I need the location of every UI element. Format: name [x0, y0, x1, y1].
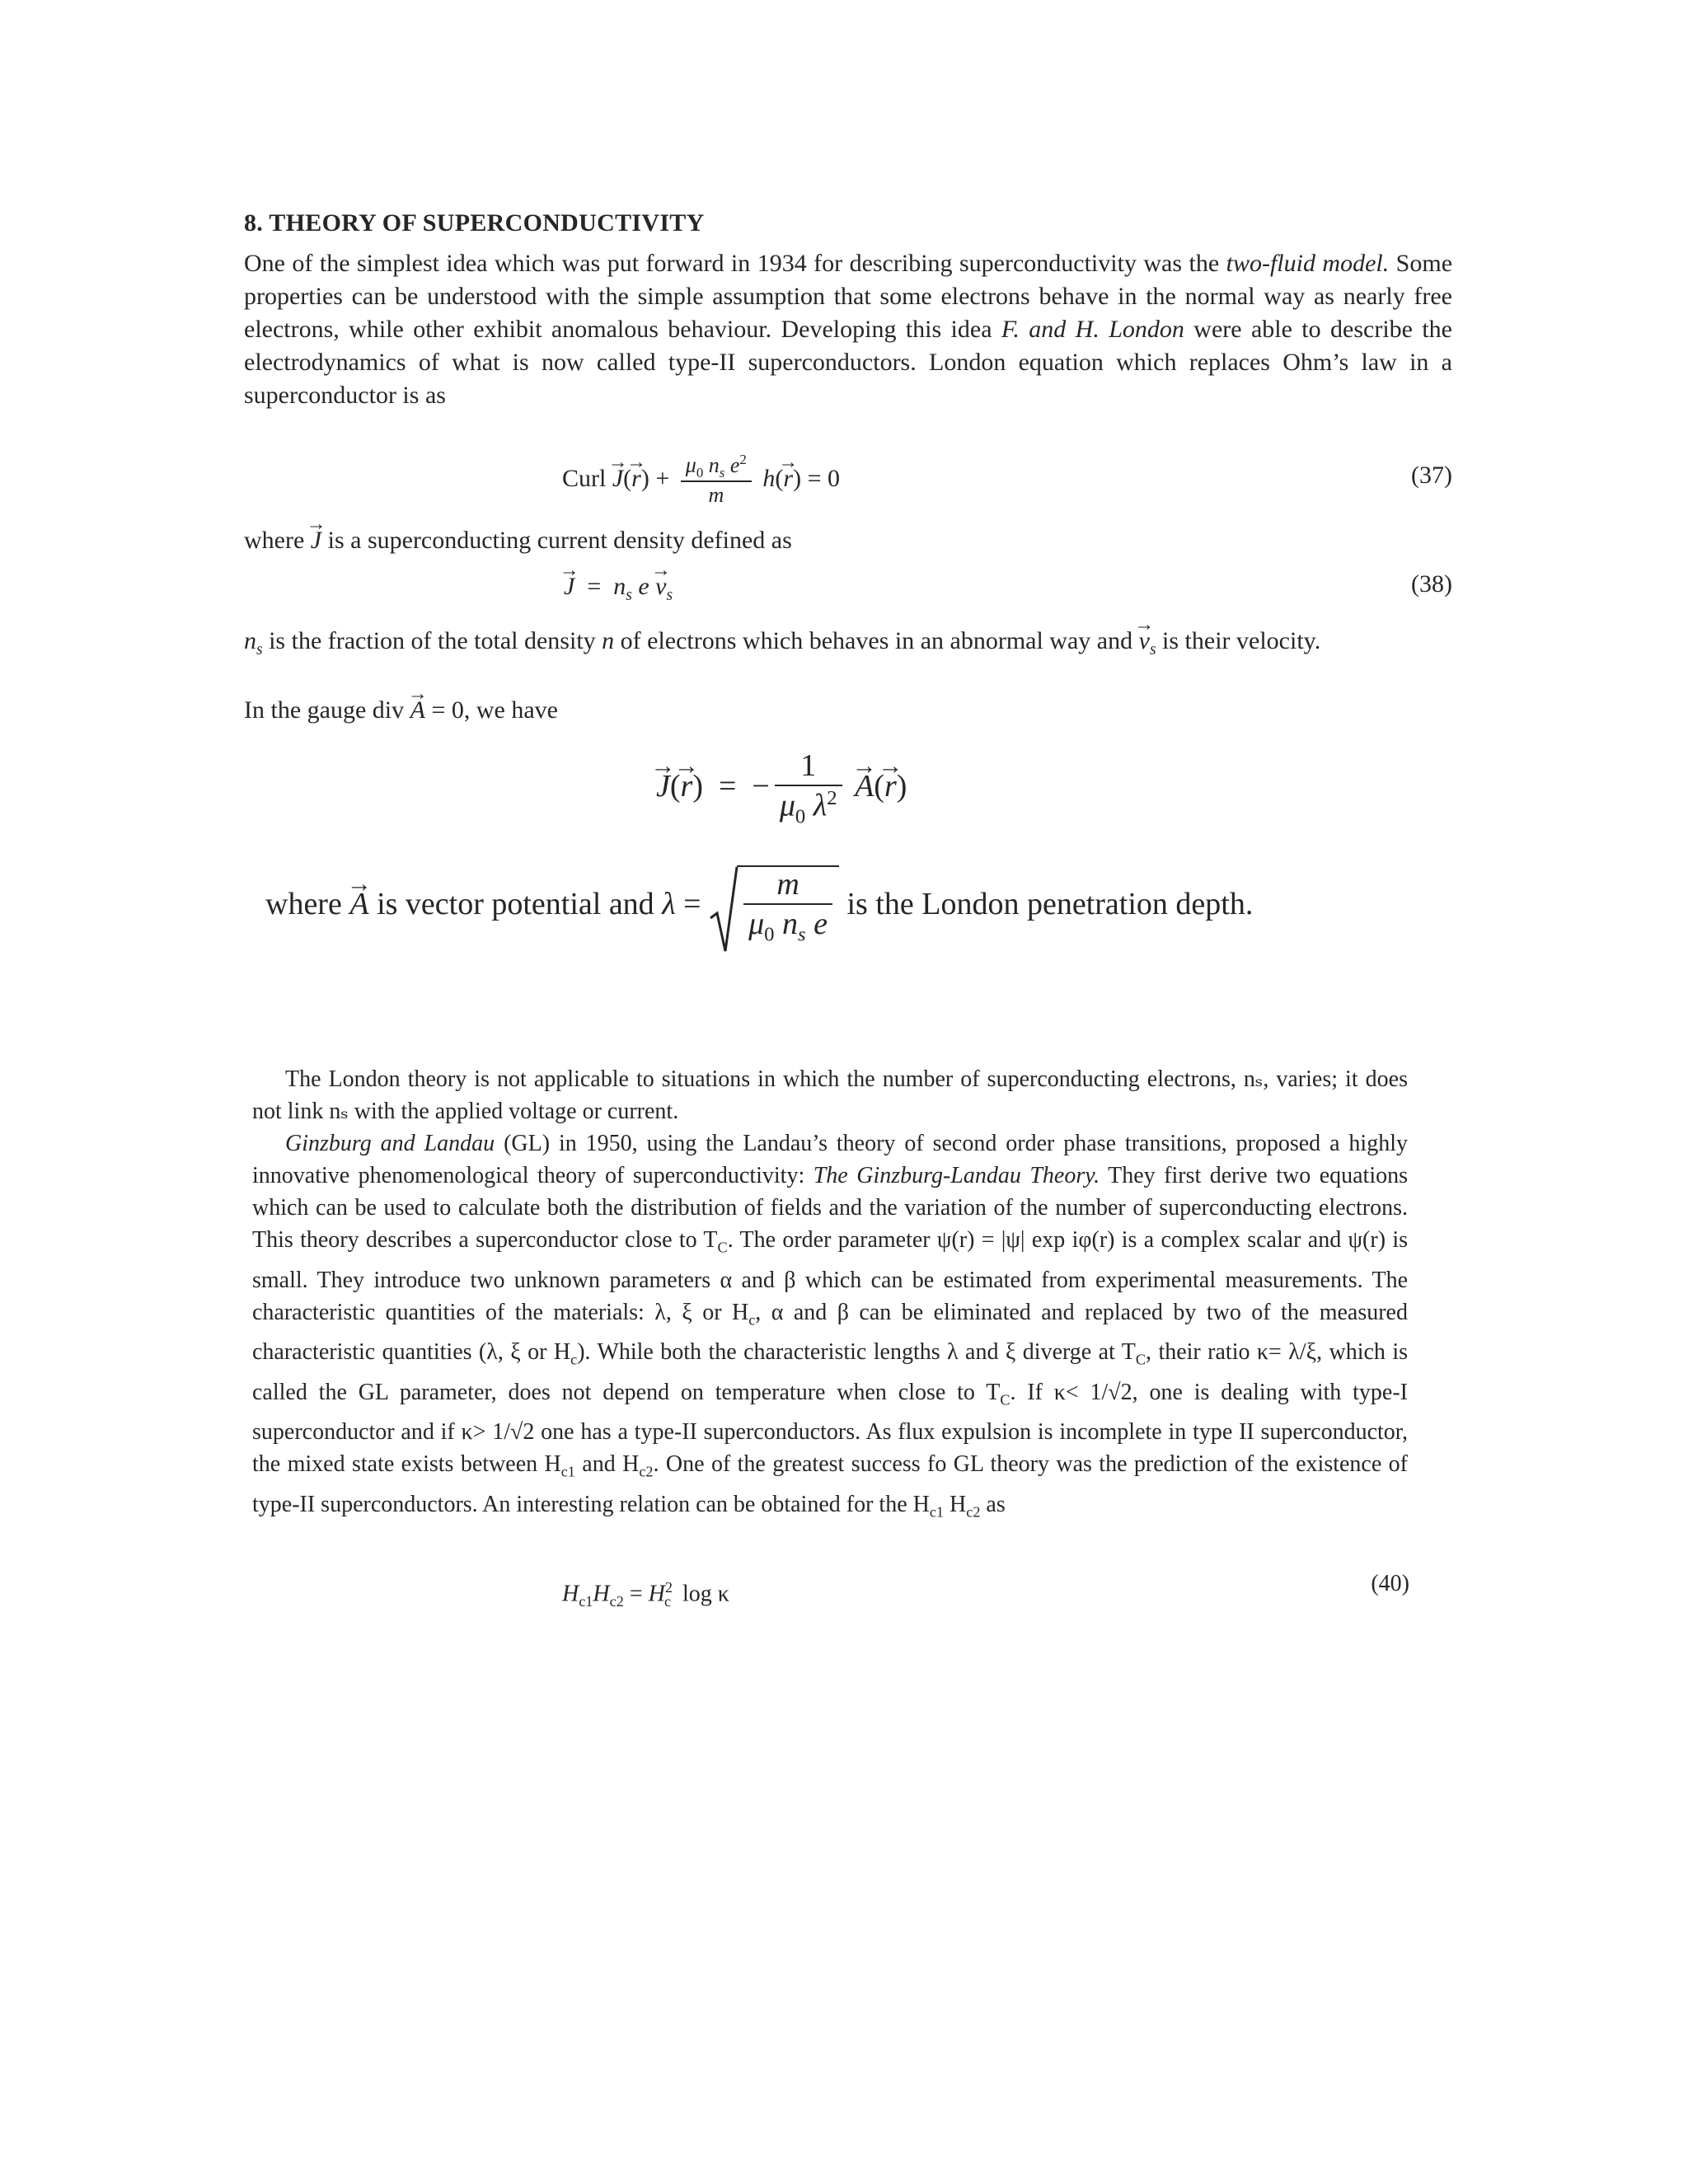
- london-brothers-name: F. and H. London: [1001, 316, 1184, 343]
- where-j-pre: where: [244, 527, 305, 554]
- eq40-h1: H: [562, 1581, 579, 1607]
- ginzburg-landau-paragraph: Ginzburg and Landau (GL) in 1950, using the Landau’s theory of second order phase transitions, proposed a highly innovative phenomenological theory of superconductivity: The Ginzburg-Landau Theory. They first derive two equations which can be used to calculate both the distribution of fields and the variation of the number of superconducting electrons. This theory describes a superconductor close to $T_C$. The order parameter ψ(r) = |ψ| exp iφ(r) is a complex scalar and ψ(r) is small. They introduce two unknown parameters α and β which can be estimated from experimental measurements. The characteristic quantities of the materials: λ, ξ or $H_c$, α and β can be eliminated and replaced by two of the measured characteristic quantities (λ, ξ or $H_c$). While both the characteristic lengths λ and ξ diverge at $T_C$, their ratio κ= λ/ξ, which is called the GL parameter, does not depend on temperature when close to $T_C$. If κ< 1/√2, one is dealing with type-I superconductor and if κ> 1/√2 one has a type-II superconductors. As flux expulsion is incomplete in type II superconductor, the mixed state exists between $H_{c1}$ and $H_{c2}$. One of the greatest success fo GL theory was the prediction of the existence of type-II superconductors. An interesting relation can be obtained for the $H_{c1}$ $H_{c2}$ as: [252, 1131, 1409, 1521]
- gl-text-1: (GL) in 1950, using the Landau’s theory of second order phase transitions, proposed a highly innovative phenomenological theory of superconductivity:: [252, 1131, 1408, 1188]
- gl-theory-title: The Ginzburg-Landau Theory.: [813, 1163, 1100, 1188]
- equation-38: → $J = n_s$ $e \to v_s$: [564, 570, 673, 612]
- ns-text-4: velocity.: [1236, 627, 1321, 654]
- gl-text-8: and H: [574, 1451, 640, 1478]
- intro-paragraph: [244, 247, 1452, 412]
- intro-text-3: were able to describe the electrodynamics of what is now called type-II superconductors. London equation which replaces Ohm’s law in a superconductor is as: [244, 316, 1452, 409]
- ns-text-2: of electrons which behaves in an abnormal way and: [620, 627, 1133, 654]
- gl-text-5: ). While both the characteristic lengths λ and ξ diverge at T: [577, 1339, 1136, 1366]
- where-a-post: is the London penetration depth.: [846, 886, 1254, 921]
- gl-text-4: , α and β can be eliminated and replaced by two of the measured characteristic quantities (λ, ξ or H: [252, 1299, 1408, 1366]
- where-j-post: is a superconducting current density defined as: [327, 527, 792, 554]
- intro-text-1: One of the simplest idea which was put forward in 1934 for describing superconductivity was the: [244, 250, 1226, 277]
- ns-paragraph: $n_s$ is the fraction of the total density n of electrons which behaves in an abnormal way and → $v_s$ is their velocity.: [244, 625, 1452, 667]
- eq40-rhs: log κ: [682, 1581, 729, 1607]
- london-limitation-paragraph: The London theory is not applicable to situations in which the number of superconducting electrons, nₛ, varies; it does not link nₛ with the applied voltage or current.: [252, 1066, 1408, 1124]
- where-a-pre: where: [265, 886, 342, 921]
- curl-operator: Curl: [562, 464, 607, 492]
- equation-37: Curl → J(→ r) + $\frac{\mu_0 n_s e^2}{m}$ h(→ r) = 0: [562, 452, 840, 509]
- equation-37-rhs: = 0: [807, 464, 840, 492]
- gl-text-10: H: [944, 1491, 967, 1517]
- equation-37-number: (37): [1411, 462, 1452, 489]
- gl-text-7: . If κ< 1/√2, one is dealing with type-I superconductor and if κ> 1/√2 one has a type-II superconductors. As flux expulsion is incomplete in type II superconductor, the mixed state exists between H: [252, 1379, 1408, 1478]
- equation-40: $H_{c1}H_{c2} = H^2_c$ log κ: [562, 1579, 729, 1610]
- sqrt-radical: $\frac{m}{\mu_0 n_s e}$: [709, 865, 839, 948]
- penetration-depth-line: where → A is vector potential and λ = $\frac{m}{\mu_0 n_s e}$ is the London penetration depth.: [265, 865, 1253, 948]
- section-heading: 8. THEORY OF SUPERCONDUCTIVITY: [244, 209, 705, 237]
- gl-text-9: . One of the greatest success fo GL theory was the prediction of the existence of type-II superconductors. An interesting relation can be obtained for the H: [252, 1451, 1408, 1517]
- gl-text-11: as: [980, 1491, 1006, 1517]
- ns-text-3: is their: [1162, 627, 1231, 654]
- equation-40-number: (40): [1371, 1571, 1409, 1596]
- gauge-post: = 0, we have: [431, 696, 558, 724]
- where-a-mid: is vector potential and: [377, 886, 654, 921]
- gl-authors: Ginzburg and Landau: [285, 1131, 495, 1156]
- gauge-pre: In the gauge div: [244, 696, 405, 724]
- intro-text-2: Some properties can be understood with the simple assumption that some electrons behave in the normal way as nearly free electrons, while other exhibit anomalous behaviour. Developing this idea: [244, 250, 1453, 343]
- two-fluid-model-term: two-fluid model.: [1226, 250, 1390, 277]
- gauge-line: In the gauge div → A = 0, we have: [244, 694, 558, 727]
- gl-text-2: They first derive two equations which can be used to calculate both the distribution of fields and the variation of the number of superconducting electrons. This theory describes a superconductor close to T: [252, 1163, 1409, 1253]
- london-current-equation: → J(→ r) = − $\frac{1}{\mu_0 \lambda^2}$ → A(→ r): [656, 748, 907, 830]
- where-j-line: where → J is a superconducting current density defined as: [244, 524, 792, 557]
- gl-text-6: , their ratio κ= λ/ξ, which is called the GL parameter, does not depend on temperature when close to T: [252, 1339, 1409, 1405]
- ns-text-1: is the fraction of the total density: [269, 627, 596, 654]
- equation-38-number: (38): [1411, 570, 1452, 598]
- gl-text-3: The order parameter ψ(r) = |ψ| exp iφ(r) is a complex scalar and ψ(r) is small. They introduce two unknown parameters α and β which can be estimated from experimental measurements. The characteristic quantities of the materials: λ, ξ or H: [252, 1227, 1408, 1325]
